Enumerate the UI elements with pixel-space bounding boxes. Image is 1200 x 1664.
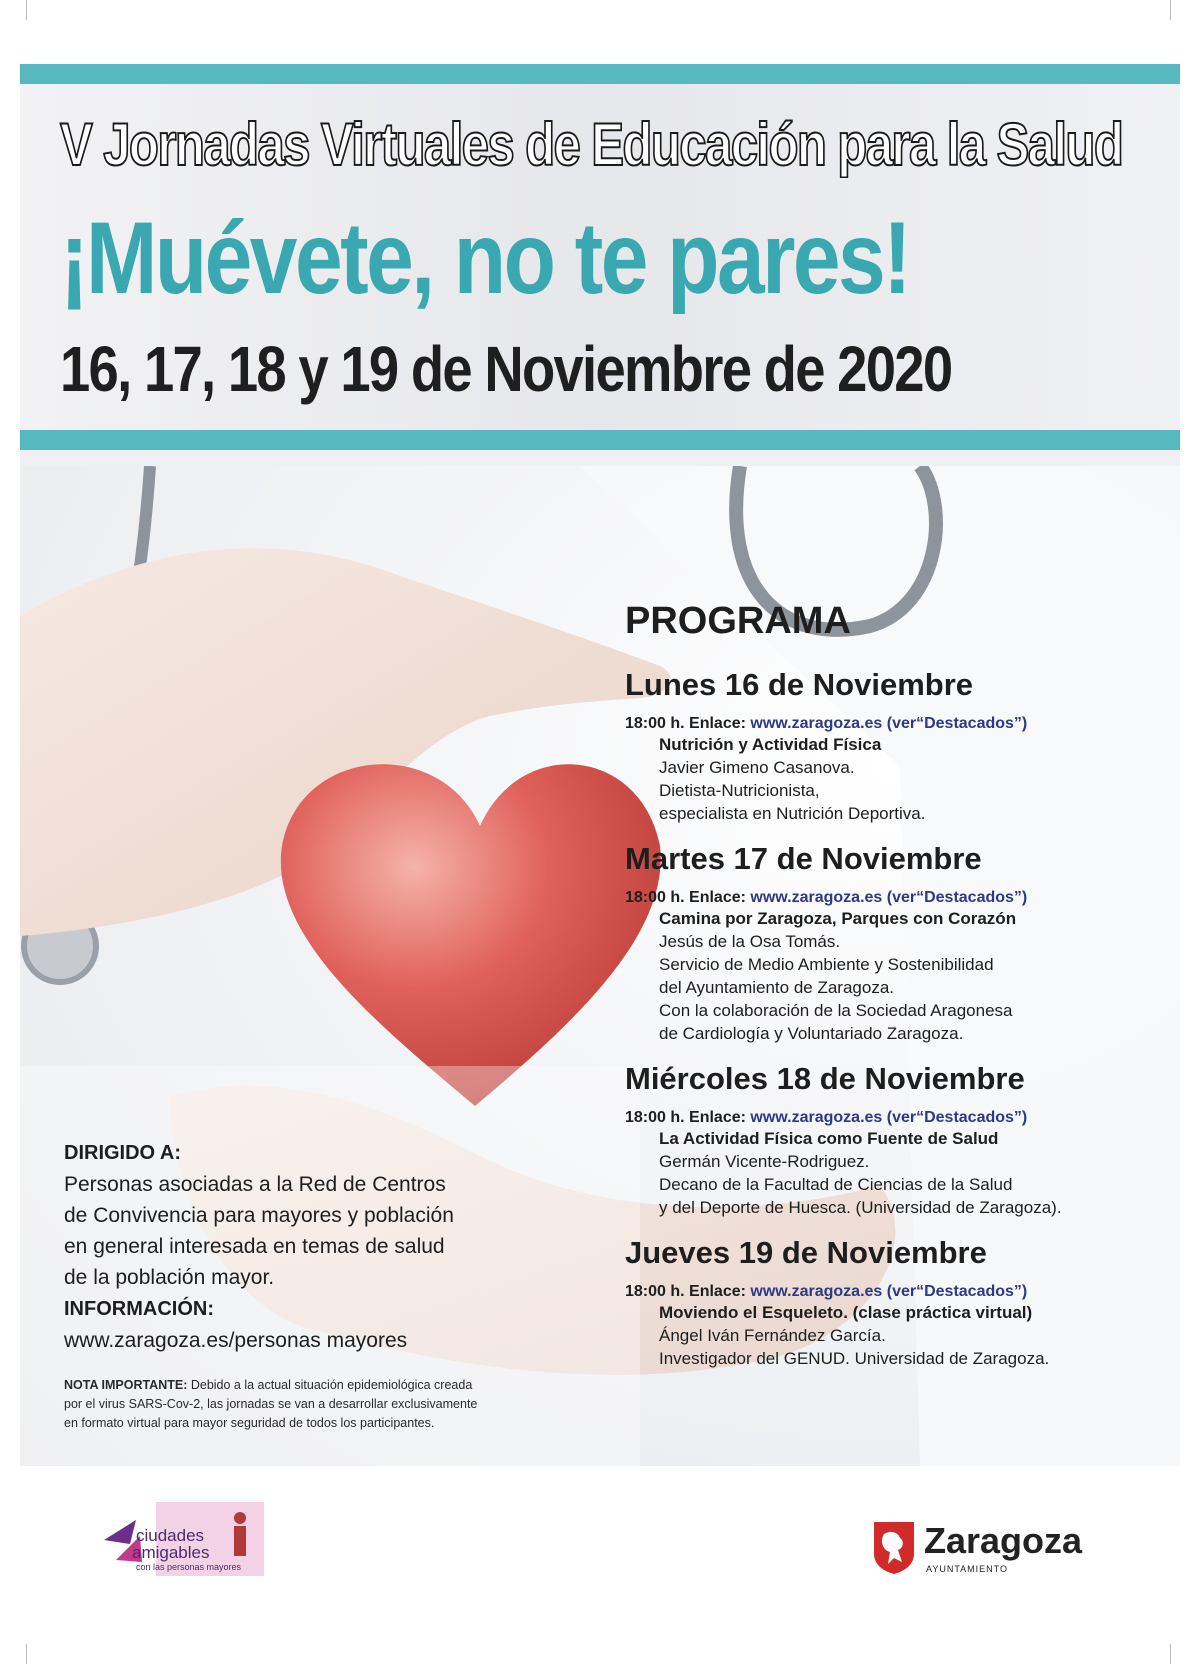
audience-line: de la población mayor. bbox=[64, 1266, 275, 1289]
day-title: Lunes 16 de Noviembre bbox=[625, 667, 974, 702]
logo-text: ciudades bbox=[136, 1526, 205, 1545]
speaker-line: del Ayuntamiento de Zaragoza. bbox=[659, 978, 895, 997]
day-block bbox=[625, 1235, 1165, 1370]
speaker-line: Servicio de Medio Ambiente y Sostenibilidad bbox=[659, 955, 994, 974]
header-banner bbox=[20, 84, 1180, 430]
talk-title: Nutrición y Actividad Física bbox=[659, 735, 882, 754]
zaragoza-logo bbox=[872, 1520, 1092, 1584]
info-link[interactable]: www.zaragoza.es/personas mayores bbox=[64, 1329, 408, 1352]
program-link[interactable]: www.zaragoza.es (ver“Destacados”) bbox=[750, 1283, 1028, 1300]
logo-text: con las personas mayores bbox=[136, 1562, 242, 1572]
program-link[interactable]: www.zaragoza.es (ver“Destacados”) bbox=[750, 715, 1028, 732]
speaker-line: Investigador del GENUD. Universidad de Zaragoza. bbox=[659, 1349, 1050, 1368]
time-label: 18:00 h. Enlace: bbox=[625, 1283, 746, 1300]
time-label: 18:00 h. Enlace: bbox=[625, 1109, 746, 1126]
note-line: por el virus SARS-Cov-2, las jornadas se van a desarrollar exclusivamente bbox=[64, 1397, 478, 1411]
talk-details bbox=[625, 1127, 1165, 1219]
speaker-line: especialista en Nutrición Deportiva. bbox=[659, 804, 926, 823]
program-link[interactable]: www.zaragoza.es (ver“Destacados”) bbox=[750, 1109, 1028, 1126]
speaker-line: Con la colaboración de la Sociedad Aragonesa bbox=[659, 1001, 1013, 1020]
speaker-line: Ángel Iván Fernández García. bbox=[659, 1326, 886, 1345]
speaker-line: Decano de la Facultad de Ciencias de la Salud bbox=[659, 1175, 1013, 1194]
day-title: Jueves 19 de Noviembre bbox=[625, 1235, 987, 1270]
speaker-line: de Cardiología y Voluntariado Zaragoza. bbox=[659, 1024, 964, 1043]
program-title: PROGRAMA bbox=[625, 600, 851, 642]
city-name: Zaragoza bbox=[924, 1520, 1083, 1561]
event-title: V Jornadas Virtuales de Educación para la Salud bbox=[60, 111, 1123, 178]
talk-details bbox=[625, 907, 1165, 1045]
note-line: Debido a la actual situación epidemiológica creada bbox=[187, 1378, 473, 1392]
time-label: 18:00 h. Enlace: bbox=[625, 889, 746, 906]
day-title: Martes 17 de Noviembre bbox=[625, 841, 982, 876]
time-label: 18:00 h. Enlace: bbox=[625, 715, 746, 732]
note-line: en formato virtual para mayor seguridad de todos los participantes. bbox=[64, 1416, 435, 1430]
city-subtitle: AYUNTAMIENTO bbox=[926, 1564, 1009, 1574]
audience-line: en general interesada en temas de salud bbox=[64, 1235, 445, 1258]
speaker-line: Dietista-Nutricionista, bbox=[659, 781, 820, 800]
crop-mark bbox=[1170, 0, 1171, 20]
important-note bbox=[64, 1376, 564, 1433]
audience-line: Personas asociadas a la Red de Centros bbox=[64, 1173, 446, 1196]
talk-details bbox=[625, 1301, 1165, 1370]
crop-mark bbox=[1170, 1644, 1171, 1664]
event-dates: 16, 17, 18 y 19 de Noviembre de 2020 bbox=[60, 333, 952, 405]
program-section bbox=[625, 600, 1165, 1386]
crop-mark bbox=[26, 1644, 27, 1664]
info-label: INFORMACIÓN: bbox=[64, 1298, 214, 1320]
day-block bbox=[625, 1061, 1165, 1219]
audience-line: de Convivencia para mayores y población bbox=[64, 1204, 454, 1227]
crop-mark bbox=[26, 0, 27, 20]
bottom-teal-bar bbox=[20, 430, 1180, 450]
audience-label: DIRIGIDO A: bbox=[64, 1142, 182, 1164]
top-teal-bar bbox=[20, 64, 1180, 84]
speaker-line: Jesús de la Osa Tomás. bbox=[659, 932, 841, 951]
speaker-line: y del Deporte de Huesca. (Universidad de Zaragoza). bbox=[659, 1198, 1062, 1217]
event-slogan: ¡Muévete, no te pares! bbox=[60, 201, 910, 315]
note-label: NOTA IMPORTANTE: bbox=[64, 1378, 188, 1392]
lion-shield-icon bbox=[872, 1520, 916, 1574]
talk-title: Moviendo el Esqueleto. (clase práctica virtual) bbox=[659, 1303, 1033, 1322]
talk-details bbox=[625, 733, 1165, 825]
speaker-line: Germán Vicente-Rodriguez. bbox=[659, 1152, 870, 1171]
program-link[interactable]: www.zaragoza.es (ver“Destacados”) bbox=[750, 889, 1028, 906]
speaker-line: Javier Gimeno Casanova. bbox=[659, 758, 855, 777]
ciudades-amigables-logo bbox=[96, 1500, 266, 1580]
talk-title: Camina por Zaragoza, Parques con Corazón bbox=[659, 909, 1017, 928]
time-link-line bbox=[625, 715, 1165, 733]
day-block bbox=[625, 667, 1165, 825]
day-title: Miércoles 18 de Noviembre bbox=[625, 1061, 1025, 1096]
time-link-line bbox=[625, 889, 1165, 907]
day-block bbox=[625, 841, 1165, 1045]
time-link-line bbox=[625, 1109, 1165, 1127]
talk-title: La Actividad Física como Fuente de Salud bbox=[659, 1129, 999, 1148]
heart-icon bbox=[281, 764, 661, 1106]
logo-text: amigables bbox=[132, 1543, 210, 1562]
audience-section bbox=[64, 1137, 534, 1356]
time-link-line bbox=[625, 1283, 1165, 1301]
